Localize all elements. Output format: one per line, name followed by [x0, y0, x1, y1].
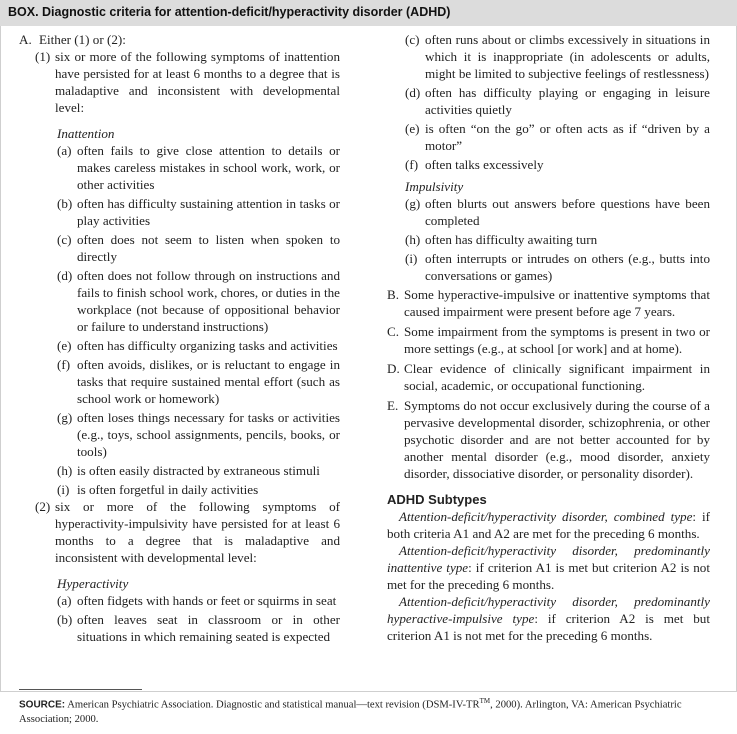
subtype-paragraph [387, 593, 710, 644]
item-label: (h) [405, 232, 421, 247]
criterion-c [387, 323, 710, 357]
source-text-end: , 2000). Arlington, VA: American Psychiatric Association; 2000. [19, 699, 682, 725]
list-item [57, 356, 340, 407]
hyperactivity-heading: Hyperactivity [57, 576, 129, 591]
subtype-name: Attention-deficit/hyperactivity disorder, predominantly hyperactive-impulsive type [387, 594, 710, 626]
list-item [57, 195, 340, 229]
source-text: American Psychiatric Association. Diagnostic and statistical manual—text revision (DSM-IV-TR [65, 699, 480, 711]
source-note [19, 694, 719, 727]
criterion-text: Symptoms do not occur exclusively during the course of a pervasive developmental disorder, schizophrenia, or other psychotic disorder and are not better accounted for by another mental disorder (e.g., mood disorder, anxiety disorder, dissociative disorder, or personality disorder). [404, 398, 710, 481]
item-label: (a) [57, 143, 72, 158]
item-label: (i) [57, 482, 70, 497]
criterion-a2 [35, 498, 340, 566]
item-text: often interrupts or intrudes on others (e.g., butts into conversations or games) [425, 251, 710, 283]
list-item [405, 195, 710, 229]
item-label: (f) [405, 157, 419, 172]
list-item [57, 337, 340, 354]
item-text: is often easily distracted by extraneous stimuli [77, 463, 320, 478]
criterion-label: (1) [35, 49, 51, 64]
subtype-text: : if both criteria A1 and A2 are met for the preceding 6 months. [387, 509, 710, 541]
list-item [405, 231, 710, 248]
item-label: (b) [57, 196, 73, 211]
source-label: SOURCE: [19, 699, 66, 711]
item-label: (h) [57, 463, 73, 478]
criterion-text: Some impairment from the symptoms is present in two or more settings (e.g., at school [or work] and at home). [404, 324, 710, 356]
box-title: BOX. Diagnostic criteria for attention-deficit/hyperactivity disorder (ADHD) [0, 0, 737, 26]
inattention-list [19, 142, 340, 498]
item-text: often has difficulty playing or engaging in leisure activities quietly [425, 85, 710, 117]
list-item [57, 592, 340, 609]
criterion-text: Clear evidence of clinically significant impairment in social, academic, or occupational functioning. [404, 361, 710, 393]
item-text: often does not follow through on instructions and fails to finish school work, chores, or duties in the workplace (not because of oppositional behavior or failure to understand instructions) [77, 268, 340, 334]
list-item [57, 481, 340, 498]
list-item [57, 611, 340, 645]
item-label: (e) [405, 121, 420, 136]
subtype-paragraph [387, 542, 710, 593]
item-text: is often “on the go” or often acts as if “driven by a motor” [425, 121, 710, 153]
impulsivity-heading: Impulsivity [405, 179, 464, 194]
left-column [19, 31, 340, 645]
list-item [57, 142, 340, 193]
trademark-mark: TM [479, 697, 491, 705]
criterion-label: E. [387, 398, 399, 413]
list-item [57, 409, 340, 460]
item-text: often has difficulty awaiting turn [425, 232, 598, 247]
subtype-text: : if criterion A2 is met but criterion A1 is not met for the preceding 6 months. [387, 611, 710, 643]
item-text: often runs about or climbs excessively in situations in which it is inappropriate (in adolescents or adults, might be limited to subjective feelings of restlessness) [425, 32, 710, 81]
criterion-d [387, 360, 710, 394]
list-item [405, 120, 710, 154]
item-label: (c) [57, 232, 72, 247]
list-item [405, 250, 710, 284]
criterion-text: Either (1) or (2): [39, 32, 126, 47]
criterion-a1 [35, 48, 340, 116]
criterion-label: C. [387, 324, 400, 339]
item-text: often leaves seat in classroom or in other situations in which remaining seated is expected [77, 612, 340, 644]
item-text: is often forgetful in daily activities [77, 482, 259, 497]
item-text: often has difficulty sustaining attention in tasks or play activities [77, 196, 340, 228]
criterion-text: six or more of the following symptoms of hyperactivity-impulsivity have persisted for at least 6 months to a degree that is maladaptive and inconsistent with developmental level: [55, 499, 340, 565]
subtypes-heading: ADHD Subtypes [387, 492, 487, 507]
item-label: (a) [57, 593, 72, 608]
item-label: (c) [405, 32, 420, 47]
list-item [57, 462, 340, 479]
item-label: (b) [57, 612, 73, 627]
criterion-b [387, 286, 710, 320]
item-label: (d) [405, 85, 421, 100]
item-label: (f) [57, 357, 71, 372]
item-text: often talks excessively [425, 157, 544, 172]
item-label: (d) [57, 268, 73, 283]
item-label: (g) [405, 196, 421, 211]
list-item [405, 84, 710, 118]
inattention-heading: Inattention [57, 126, 115, 141]
subtype-name: Attention-deficit/hyperactivity disorder, predominantly inattentive type [387, 543, 710, 575]
item-text: often blurts out answers before questions have been completed [425, 196, 710, 228]
item-text: often has difficulty organizing tasks and activities [77, 338, 338, 353]
criterion-a [19, 31, 340, 48]
subtype-text: : if criterion A1 is met but criterion A2 is not met for the preceding 6 months. [387, 560, 710, 592]
item-text: often fails to give close attention to details or makes careless mistakes in school work, work, or other activities [77, 143, 340, 192]
item-text: often loses things necessary for tasks or activities (e.g., toys, school assignments, pencils, books, or tools) [77, 410, 340, 459]
item-label: (i) [405, 251, 418, 266]
item-label: (g) [57, 410, 73, 425]
item-label: (e) [57, 338, 72, 353]
item-text: often does not seem to listen when spoken to directly [77, 232, 340, 264]
criterion-label: A. [19, 32, 32, 47]
criterion-text: Some hyperactive-impulsive or inattentive symptoms that caused impairment were present before age 7 years. [404, 287, 710, 319]
subtype-paragraph [387, 508, 710, 542]
list-item [405, 156, 710, 173]
subtype-name: Attention-deficit/hyperactivity disorder, combined type [399, 509, 693, 524]
criterion-text: six or more of the following symptoms of inattention have persisted for at least 6 months to a degree that is maladaptive and inconsistent with developmental level: [55, 49, 340, 115]
list-item [57, 231, 340, 265]
criterion-label: (2) [35, 499, 51, 514]
item-text: often avoids, dislikes, or is reluctant to engage in tasks that require sustained mental effort (such as school work or homework) [77, 357, 340, 406]
list-item [57, 267, 340, 335]
right-column [387, 31, 710, 644]
list-item [405, 31, 710, 82]
criterion-label: B. [387, 287, 400, 302]
criterion-e [387, 397, 710, 482]
item-text: often fidgets with hands or feet or squirms in seat [77, 593, 337, 608]
footnote-divider [19, 689, 142, 690]
criterion-label: D. [387, 361, 400, 376]
